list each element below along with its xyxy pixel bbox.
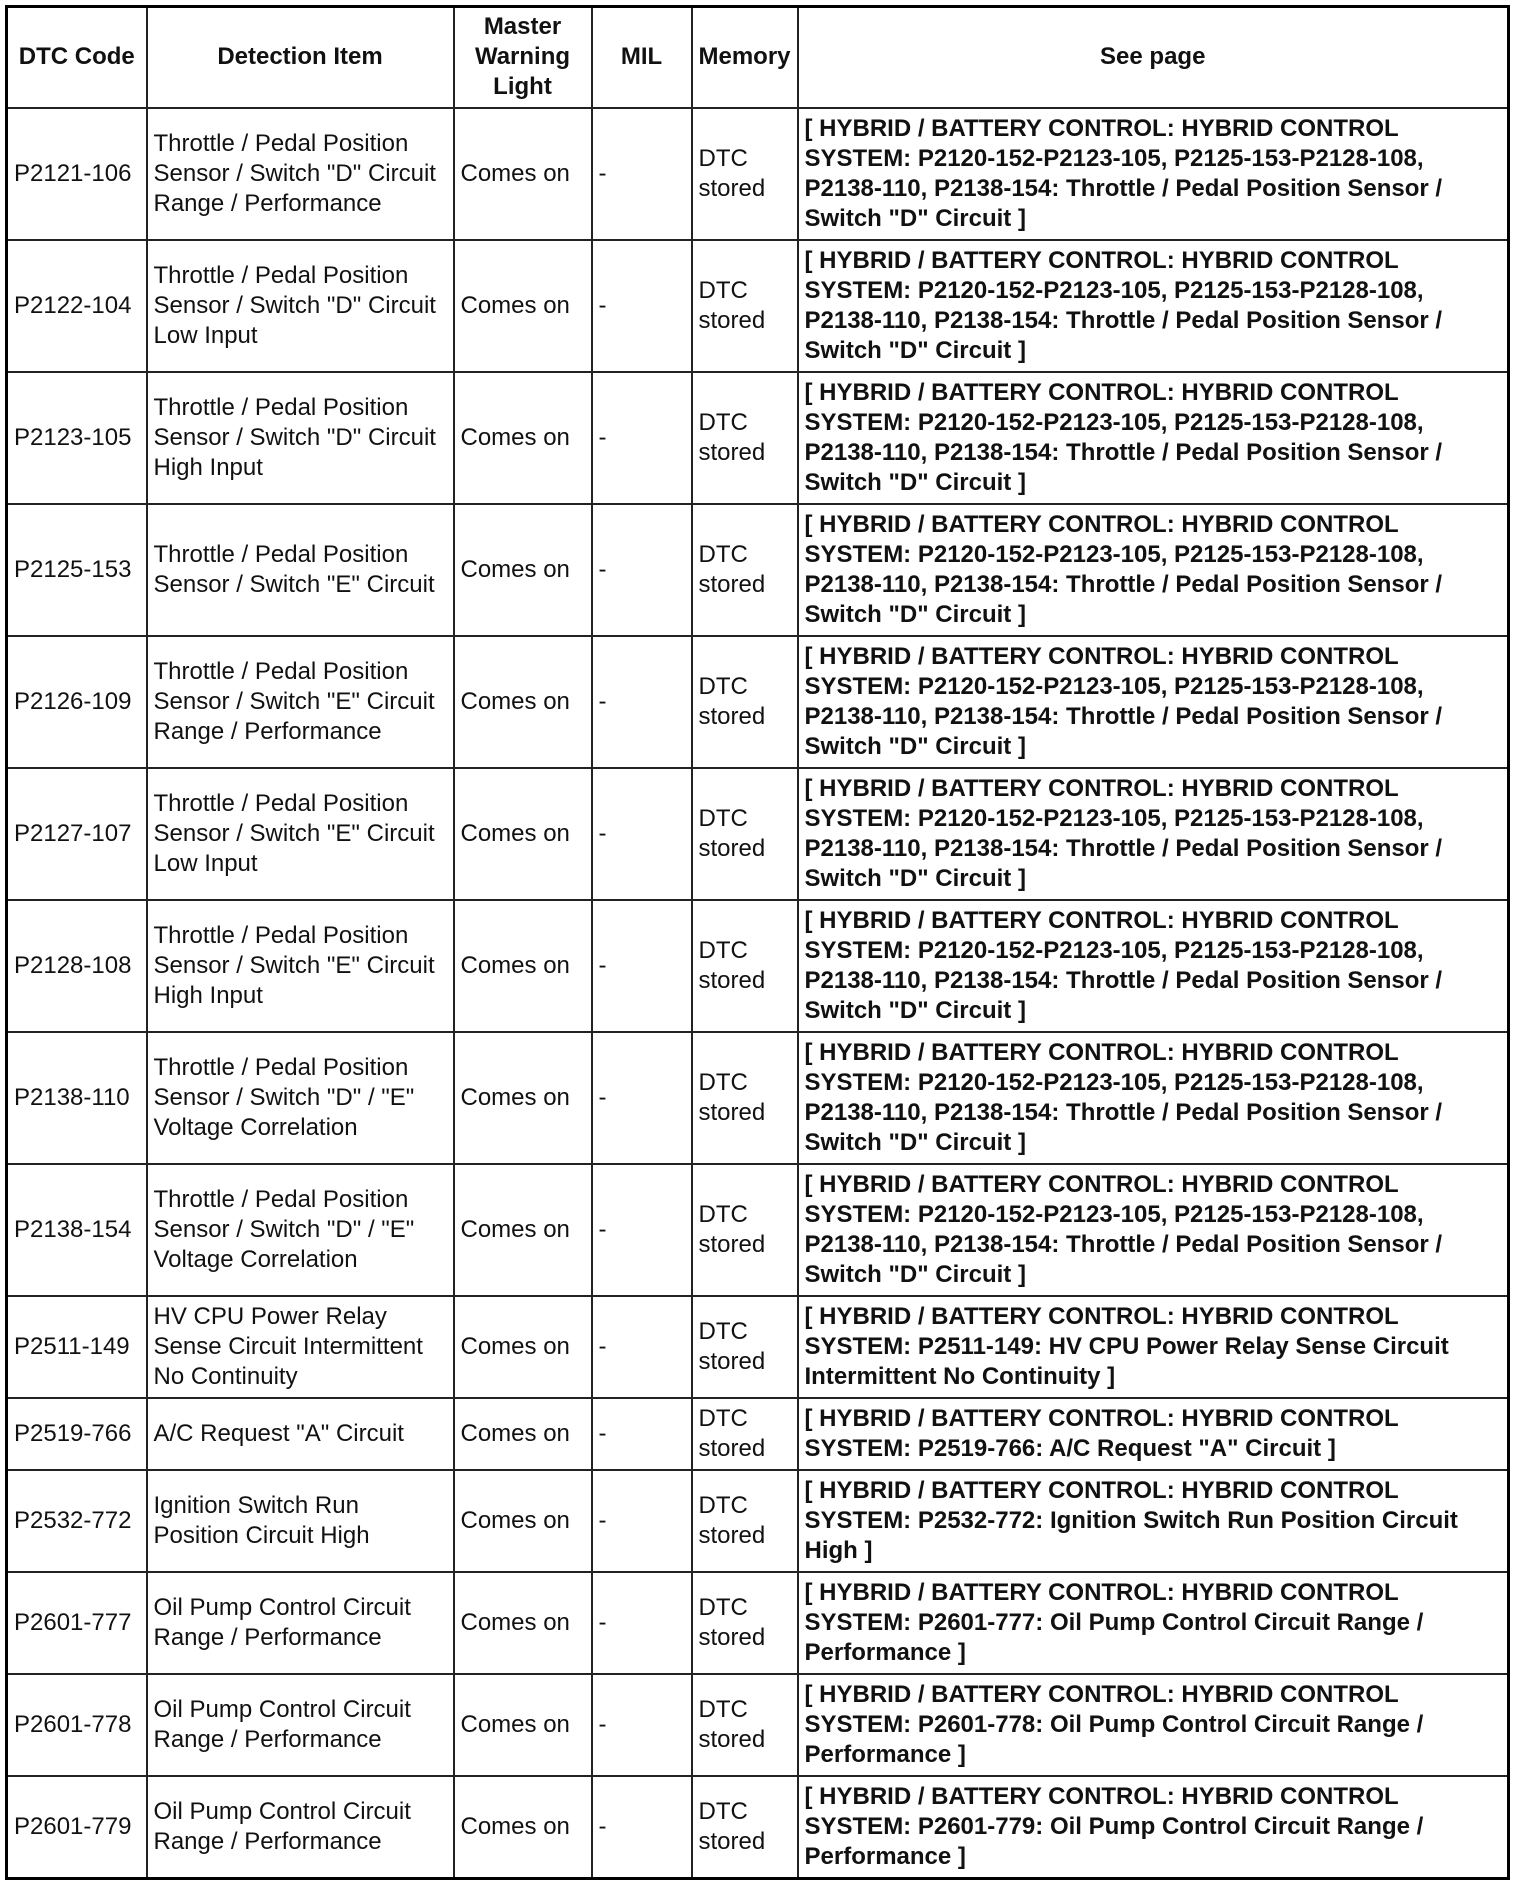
- memory-cell: DTC stored: [692, 1470, 798, 1572]
- mil-cell: -: [592, 636, 692, 768]
- dtc-code-cell: P2601-779: [7, 1776, 147, 1878]
- master-warning-cell: Comes on: [454, 240, 592, 372]
- table-row: [7, 1470, 1509, 1572]
- memory-cell: DTC stored: [692, 1164, 798, 1296]
- dtc-code-cell: P2126-109: [7, 636, 147, 768]
- table-row: [7, 1674, 1509, 1776]
- memory-cell: DTC stored: [692, 636, 798, 768]
- memory-cell: DTC stored: [692, 1776, 798, 1878]
- mil-cell: -: [592, 900, 692, 1032]
- detection-item-cell: Oil Pump Control Circuit Range / Performance: [147, 1776, 454, 1878]
- see-page-link[interactable]: [ HYBRID / BATTERY CONTROL: HYBRID CONTROL SYSTEM: P2120-152-P2123-105, P2125-153-P2128-108, P2138-110, P2138-154: Throttle / Pedal Position Sensor / Switch "D" Circuit ]: [798, 900, 1509, 1032]
- dtc-code-cell: P2138-154: [7, 1164, 147, 1296]
- see-page-link[interactable]: [ HYBRID / BATTERY CONTROL: HYBRID CONTROL SYSTEM: P2120-152-P2123-105, P2125-153-P2128-108, P2138-110, P2138-154: Throttle / Pedal Position Sensor / Switch "D" Circuit ]: [798, 372, 1509, 504]
- master-warning-cell: Comes on: [454, 636, 592, 768]
- mil-cell: -: [592, 1470, 692, 1572]
- dtc-code-cell: P2138-110: [7, 1032, 147, 1164]
- see-page-link[interactable]: [ HYBRID / BATTERY CONTROL: HYBRID CONTROL SYSTEM: P2601-779: Oil Pump Control Circuit Range / Performance ]: [798, 1776, 1509, 1878]
- mil-cell: -: [592, 1776, 692, 1878]
- detection-item-cell: Throttle / Pedal Position Sensor / Switch "D" / "E" Voltage Correlation: [147, 1032, 454, 1164]
- table-row: [7, 1776, 1509, 1878]
- table-row: [7, 108, 1509, 240]
- see-page-link[interactable]: [ HYBRID / BATTERY CONTROL: HYBRID CONTROL SYSTEM: P2120-152-P2123-105, P2125-153-P2128-108, P2138-110, P2138-154: Throttle / Pedal Position Sensor / Switch "D" Circuit ]: [798, 240, 1509, 372]
- dtc-table: [5, 5, 1510, 1880]
- detection-item-cell: Throttle / Pedal Position Sensor / Switch "E" Circuit Range / Performance: [147, 636, 454, 768]
- master-warning-cell: Comes on: [454, 900, 592, 1032]
- detection-item-cell: A/C Request "A" Circuit: [147, 1398, 454, 1470]
- see-page-link[interactable]: [ HYBRID / BATTERY CONTROL: HYBRID CONTROL SYSTEM: P2519-766: A/C Request "A" Circuit ]: [798, 1398, 1509, 1470]
- memory-cell: DTC stored: [692, 1398, 798, 1470]
- memory-cell: DTC stored: [692, 504, 798, 636]
- dtc-code-cell: P2128-108: [7, 900, 147, 1032]
- dtc-code-cell: P2511-149: [7, 1296, 147, 1398]
- master-warning-cell: Comes on: [454, 1674, 592, 1776]
- mil-cell: -: [592, 108, 692, 240]
- table-row: [7, 504, 1509, 636]
- master-warning-cell: Comes on: [454, 1572, 592, 1674]
- master-warning-cell: Comes on: [454, 768, 592, 900]
- master-warning-cell: Comes on: [454, 1776, 592, 1878]
- table-row: [7, 768, 1509, 900]
- dtc-code-cell: P2123-105: [7, 372, 147, 504]
- master-warning-cell: Comes on: [454, 1296, 592, 1398]
- detection-item-cell: Throttle / Pedal Position Sensor / Switch "E" Circuit Low Input: [147, 768, 454, 900]
- see-page-link[interactable]: [ HYBRID / BATTERY CONTROL: HYBRID CONTROL SYSTEM: P2601-778: Oil Pump Control Circuit Range / Performance ]: [798, 1674, 1509, 1776]
- mil-cell: -: [592, 1032, 692, 1164]
- memory-cell: DTC stored: [692, 372, 798, 504]
- mil-cell: -: [592, 240, 692, 372]
- master-warning-cell: Comes on: [454, 1470, 592, 1572]
- detection-item-cell: Throttle / Pedal Position Sensor / Switch "E" Circuit: [147, 504, 454, 636]
- table-row: [7, 1296, 1509, 1398]
- table-row: [7, 1572, 1509, 1674]
- master-warning-cell: Comes on: [454, 372, 592, 504]
- see-page-link[interactable]: [ HYBRID / BATTERY CONTROL: HYBRID CONTROL SYSTEM: P2120-152-P2123-105, P2125-153-P2128-108, P2138-110, P2138-154: Throttle / Pedal Position Sensor / Switch "D" Circuit ]: [798, 636, 1509, 768]
- dtc-code-cell: P2127-107: [7, 768, 147, 900]
- table-header-row: [7, 7, 1509, 108]
- mil-cell: -: [592, 1296, 692, 1398]
- detection-item-cell: HV CPU Power Relay Sense Circuit Intermittent No Continuity: [147, 1296, 454, 1398]
- memory-cell: DTC stored: [692, 240, 798, 372]
- memory-cell: DTC stored: [692, 1032, 798, 1164]
- header-detection-item: Detection Item: [147, 7, 454, 108]
- detection-item-cell: Throttle / Pedal Position Sensor / Switch "D" Circuit Low Input: [147, 240, 454, 372]
- see-page-link[interactable]: [ HYBRID / BATTERY CONTROL: HYBRID CONTROL SYSTEM: P2511-149: HV CPU Power Relay Sense Circuit Intermittent No Continuity ]: [798, 1296, 1509, 1398]
- see-page-link[interactable]: [ HYBRID / BATTERY CONTROL: HYBRID CONTROL SYSTEM: P2532-772: Ignition Switch Run Position Circuit High ]: [798, 1470, 1509, 1572]
- detection-item-cell: Throttle / Pedal Position Sensor / Switch "D" Circuit Range / Performance: [147, 108, 454, 240]
- dtc-code-cell: P2519-766: [7, 1398, 147, 1470]
- see-page-link[interactable]: [ HYBRID / BATTERY CONTROL: HYBRID CONTROL SYSTEM: P2120-152-P2123-105, P2125-153-P2128-108, P2138-110, P2138-154: Throttle / Pedal Position Sensor / Switch "D" Circuit ]: [798, 1032, 1509, 1164]
- header-master-warning-light: Master Warning Light: [454, 7, 592, 108]
- mil-cell: -: [592, 372, 692, 504]
- header-dtc-code: DTC Code: [7, 7, 147, 108]
- master-warning-cell: Comes on: [454, 1032, 592, 1164]
- table-row: [7, 1164, 1509, 1296]
- table-row: [7, 900, 1509, 1032]
- memory-cell: DTC stored: [692, 900, 798, 1032]
- see-page-link[interactable]: [ HYBRID / BATTERY CONTROL: HYBRID CONTROL SYSTEM: P2120-152-P2123-105, P2125-153-P2128-108, P2138-110, P2138-154: Throttle / Pedal Position Sensor / Switch "D" Circuit ]: [798, 504, 1509, 636]
- detection-item-cell: Oil Pump Control Circuit Range / Performance: [147, 1572, 454, 1674]
- mil-cell: -: [592, 504, 692, 636]
- master-warning-cell: Comes on: [454, 1398, 592, 1470]
- table-row: [7, 240, 1509, 372]
- detection-item-cell: Oil Pump Control Circuit Range / Performance: [147, 1674, 454, 1776]
- detection-item-cell: Throttle / Pedal Position Sensor / Switch "D" / "E" Voltage Correlation: [147, 1164, 454, 1296]
- memory-cell: DTC stored: [692, 1572, 798, 1674]
- dtc-code-cell: P2601-778: [7, 1674, 147, 1776]
- memory-cell: DTC stored: [692, 768, 798, 900]
- memory-cell: DTC stored: [692, 1674, 798, 1776]
- mil-cell: -: [592, 1674, 692, 1776]
- table-row: [7, 1032, 1509, 1164]
- header-see-page: See page: [798, 7, 1509, 108]
- table-row: [7, 372, 1509, 504]
- see-page-link[interactable]: [ HYBRID / BATTERY CONTROL: HYBRID CONTROL SYSTEM: P2120-152-P2123-105, P2125-153-P2128-108, P2138-110, P2138-154: Throttle / Pedal Position Sensor / Switch "D" Circuit ]: [798, 768, 1509, 900]
- memory-cell: DTC stored: [692, 1296, 798, 1398]
- see-page-link[interactable]: [ HYBRID / BATTERY CONTROL: HYBRID CONTROL SYSTEM: P2120-152-P2123-105, P2125-153-P2128-108, P2138-110, P2138-154: Throttle / Pedal Position Sensor / Switch "D" Circuit ]: [798, 1164, 1509, 1296]
- detection-item-cell: Ignition Switch Run Position Circuit High: [147, 1470, 454, 1572]
- header-mil: MIL: [592, 7, 692, 108]
- dtc-code-cell: P2601-777: [7, 1572, 147, 1674]
- dtc-code-cell: P2532-772: [7, 1470, 147, 1572]
- detection-item-cell: Throttle / Pedal Position Sensor / Switch "E" Circuit High Input: [147, 900, 454, 1032]
- header-memory: Memory: [692, 7, 798, 108]
- master-warning-cell: Comes on: [454, 504, 592, 636]
- dtc-code-cell: P2122-104: [7, 240, 147, 372]
- dtc-code-cell: P2121-106: [7, 108, 147, 240]
- mil-cell: -: [592, 768, 692, 900]
- mil-cell: -: [592, 1164, 692, 1296]
- see-page-link[interactable]: [ HYBRID / BATTERY CONTROL: HYBRID CONTROL SYSTEM: P2601-777: Oil Pump Control Circuit Range / Performance ]: [798, 1572, 1509, 1674]
- dtc-code-cell: P2125-153: [7, 504, 147, 636]
- memory-cell: DTC stored: [692, 108, 798, 240]
- see-page-link[interactable]: [ HYBRID / BATTERY CONTROL: HYBRID CONTROL SYSTEM: P2120-152-P2123-105, P2125-153-P2128-108, P2138-110, P2138-154: Throttle / Pedal Position Sensor / Switch "D" Circuit ]: [798, 108, 1509, 240]
- master-warning-cell: Comes on: [454, 108, 592, 240]
- mil-cell: -: [592, 1398, 692, 1470]
- table-row: [7, 636, 1509, 768]
- table-row: [7, 1398, 1509, 1470]
- mil-cell: -: [592, 1572, 692, 1674]
- master-warning-cell: Comes on: [454, 1164, 592, 1296]
- detection-item-cell: Throttle / Pedal Position Sensor / Switch "D" Circuit High Input: [147, 372, 454, 504]
